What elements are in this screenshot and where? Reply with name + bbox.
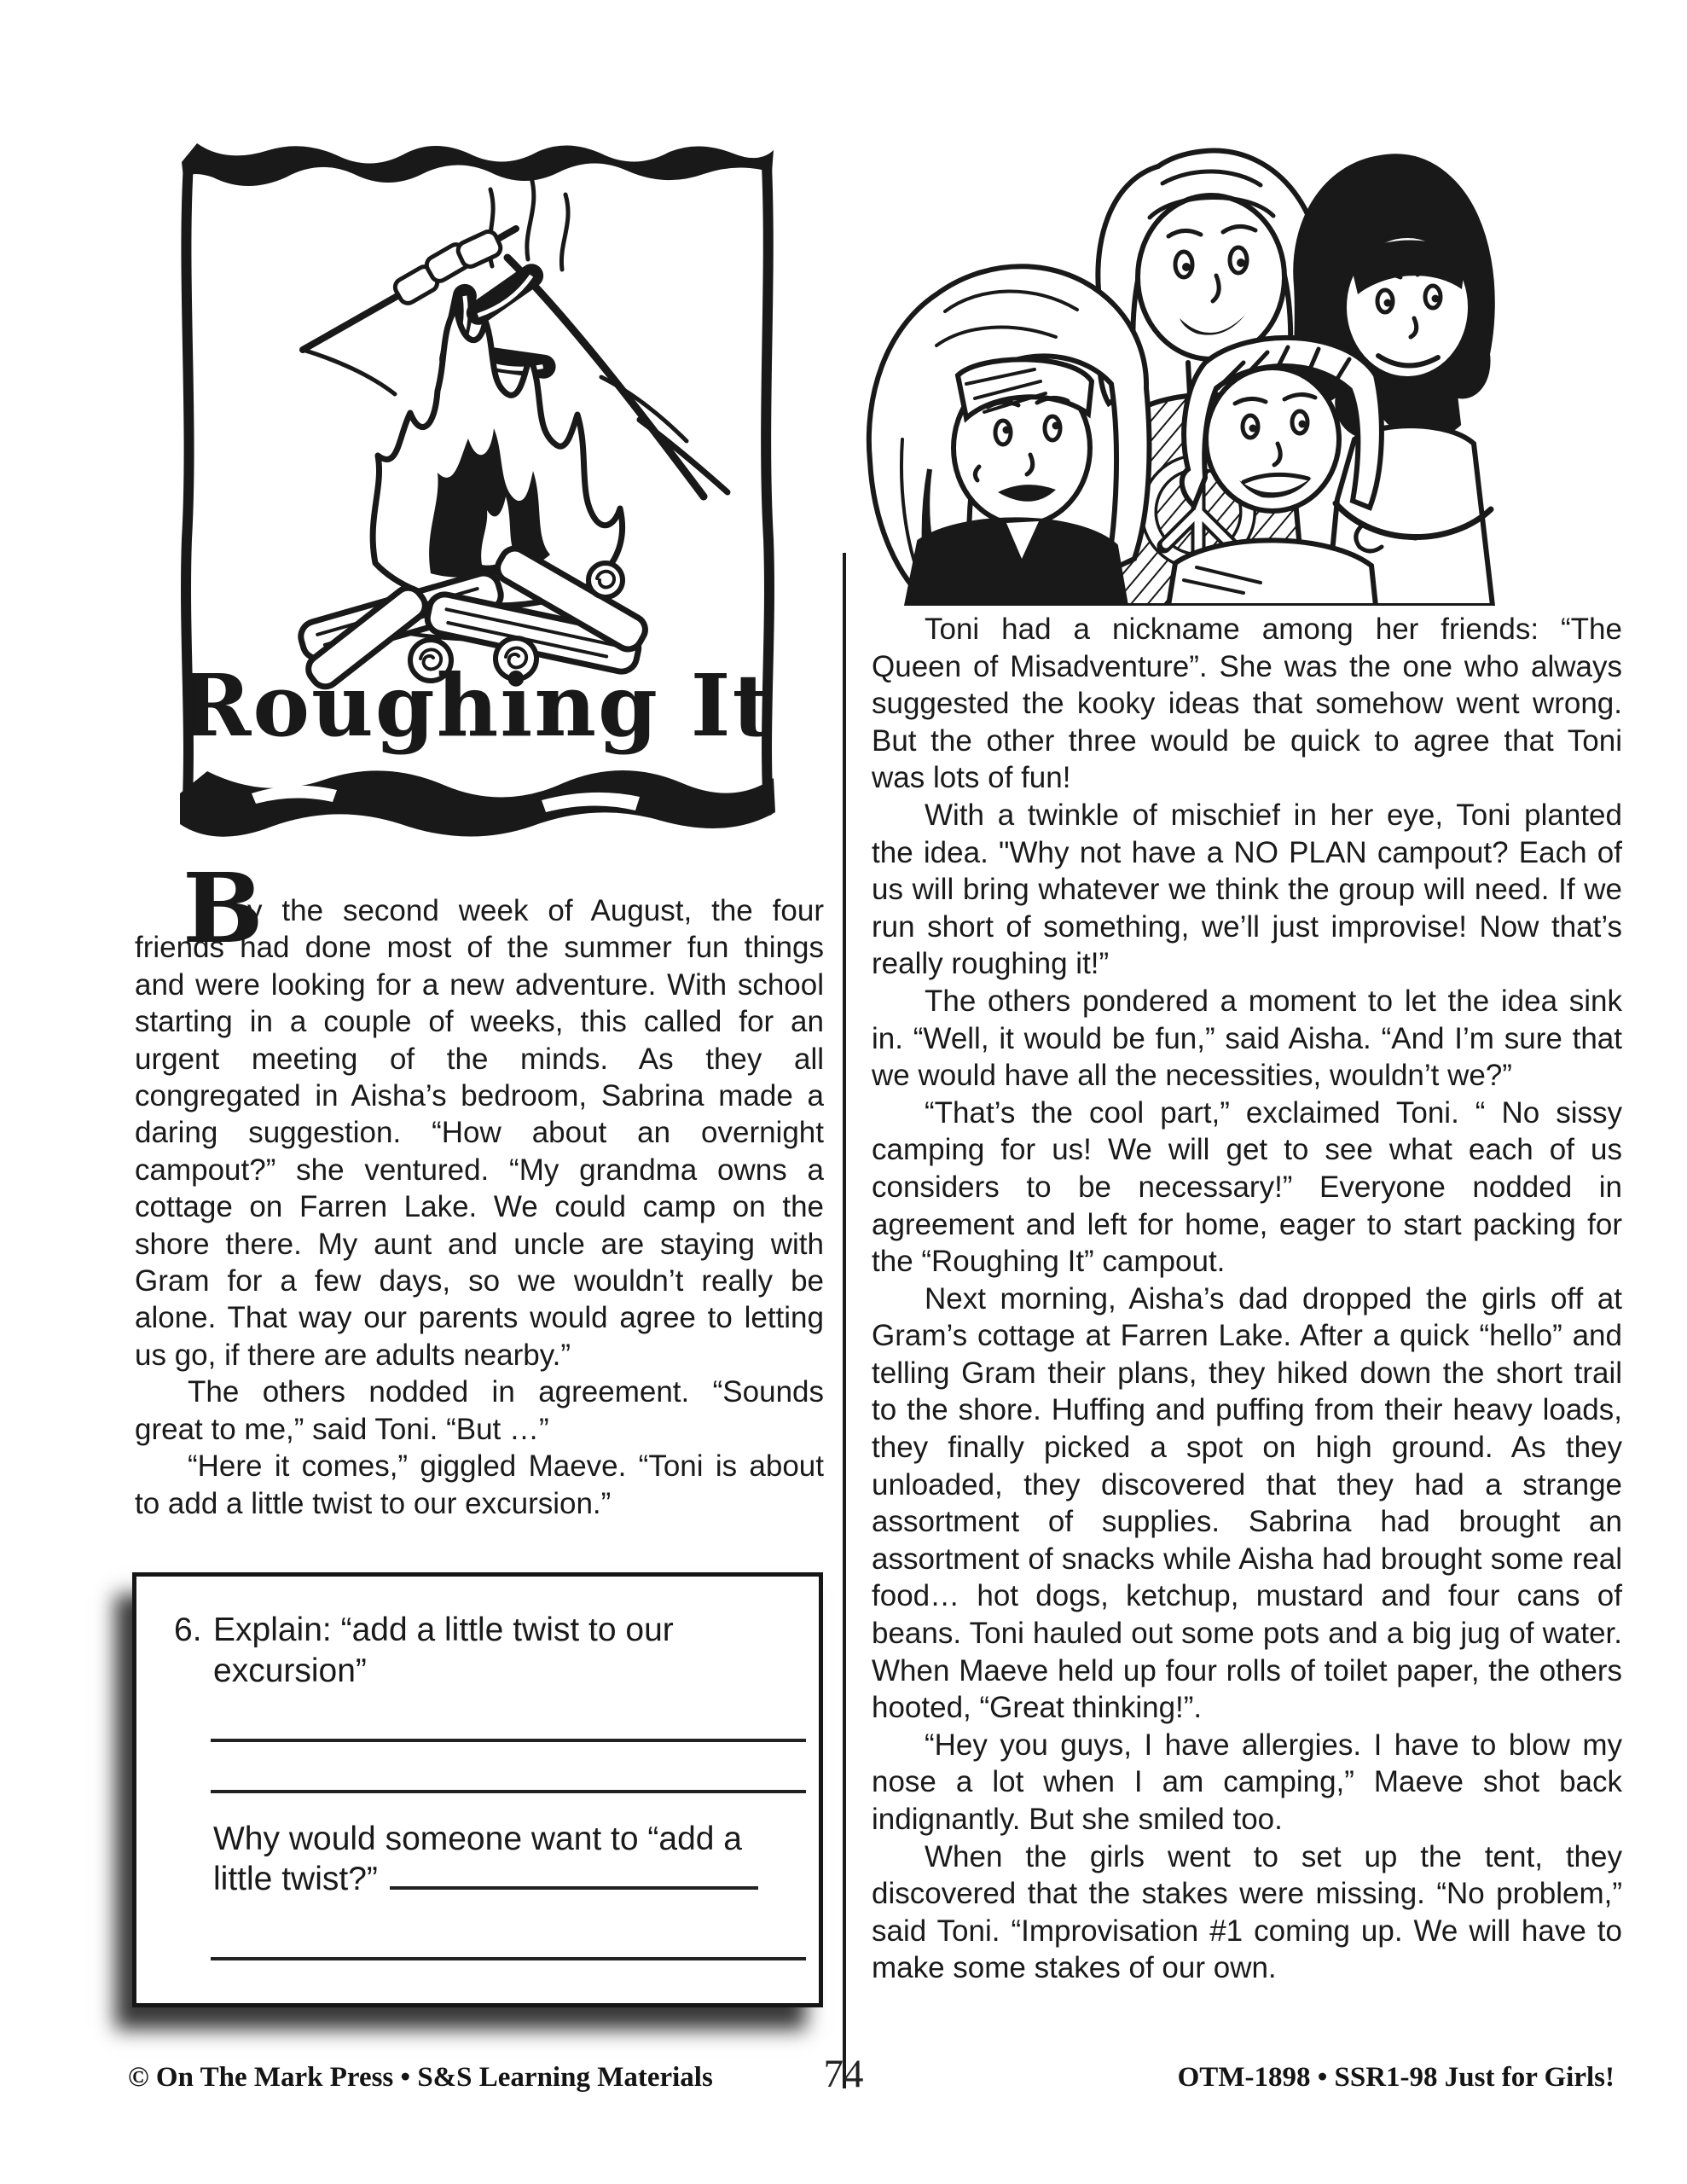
question-prompt-why <box>213 1859 758 1900</box>
four-girls-illustration <box>817 81 1627 606</box>
question-number: 6. <box>174 1612 202 1648</box>
story-paragraph: “Here it comes,” giggled Maeve. “Toni is about to add a little twist to our excursion.” <box>135 1449 824 1520</box>
girl-black-hair <box>1296 156 1493 606</box>
story-paragraph: With a twinkle of mischief in her eye, Toni planted the idea. "Why not have a NO PLAN campout? Each of us will bring whatever we think the group will need. If we run short of something, we’ll just improvise! Now that’s really roughing it!” <box>872 798 1622 981</box>
question-prompt-why-text: little twist?” <box>213 1861 378 1897</box>
story-paragraph: “Hey you guys, I have allergies. I have to blow my nose a lot when I am camping,” Maeve shot back indignantly. But she smiled too. <box>872 1728 1622 1836</box>
footer-copyright: © On The Mark Press • S&S Learning Materials <box>128 2062 713 2093</box>
dropcap-letter: B <box>183 853 264 965</box>
story-paragraph: The others nodded in agreement. “Sounds great to me,” said Toni. “But …” <box>135 1375 824 1446</box>
answer-line[interactable] <box>211 1957 806 1960</box>
girl-bob-hair <box>869 266 1150 606</box>
story-paragraph: The others pondered a moment to let the idea sink in. “Well, it would be fun,” said Aisha. “And I’m sure that we would have all the necessities, wouldn’t we?” <box>872 984 1622 1093</box>
story-paragraph: “That’s the cool part,” exclaimed Toni. “ No sissy camping for us! We will get to see what each of us considers to be necessary!” Everyone nodded in agreement and left for home, eager to start packing for the “Roughing It” campout. <box>872 1095 1622 1279</box>
smoke-icon <box>490 177 568 270</box>
question-prompt: Explain: “add a little twist to our <box>213 1612 674 1648</box>
story-right-column <box>872 611 1622 1987</box>
story-paragraph: When the girls went to set up the tent, they discovered that the stakes were missing. “No problem,” said Toni. “Improvisation #1 coming up. We will have to make some stakes of our own. <box>872 1839 1622 1985</box>
question-box <box>132 1572 823 2007</box>
question-prompt: excursion” <box>213 1653 367 1689</box>
page-number: 74 <box>823 2052 864 2096</box>
answer-line[interactable] <box>211 1739 806 1742</box>
answer-line[interactable] <box>211 1790 806 1793</box>
question-prompt-why: Why would someone want to “add a <box>213 1821 743 1857</box>
story-paragraph: Next morning, Aisha’s dad dropped the girls off at Gram’s cottage at Farren Lake. After a quick “hello” and telling Gram their plans, they hiked down the short trail to the shore. Huffing and puffing from their heavy loads, they finally picked a spot on high ground. As they unloaded, they discovered that they had a strange assortment of supplies. Sabrina had brought an assortment of snacks while Aisha had brought some real food… hot dogs, ketchup, mustard and four cans of beans. Toni hauled out some pots and a big jug of water. When Maeve held up four rolls of toilet paper, the others hooted, “Great thinking!”. <box>872 1281 1622 1725</box>
story-paragraph: y the second week of August, the four friends had done most of the summer fun things and were looking for a new adventure. With school starting in a couple of weeks, this called for an urgent meeting of the minds. As they all congregated in Aisha’s bedroom, Sabrina made a daring suggestion. “How about an overnight campout?” she ventured. “My grandma owns a cottage on Farren Lake. We could camp on the shore there. My aunt and uncle are staying with Gram for a few days, so we wouldn’t really be alone. That way our parents would agree to letting us go, if there are adults nearby.” <box>135 894 824 1372</box>
footer-product-code: OTM-1898 • SSR1-98 Just for Girls! <box>1177 2062 1615 2093</box>
story-left-column <box>135 892 824 1522</box>
title-plaque <box>175 138 779 839</box>
story-paragraph: Toni had a nickname among her friends: “The Queen of Misadventure”. She was the one who always suggested the kooky ideas that somehow went wrong. But the other three would be quick to agree that Toni was lots of fun! <box>872 613 1622 795</box>
column-divider <box>843 553 846 2088</box>
answer-line[interactable] <box>390 1878 758 1890</box>
story-title: Roughing It <box>180 655 774 756</box>
